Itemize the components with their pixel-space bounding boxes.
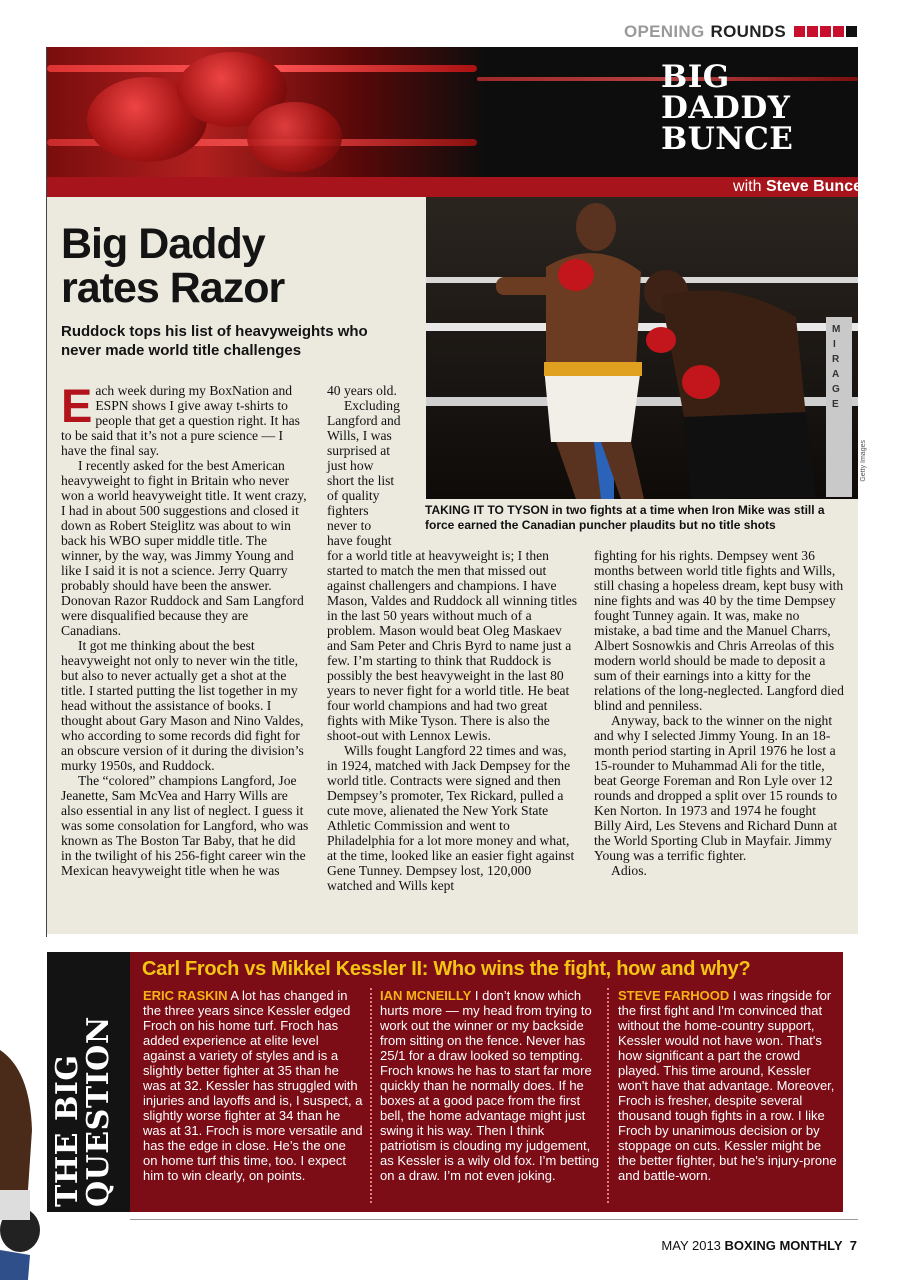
column-title-line: DADDY [661,90,791,126]
body-line: just how [327,458,374,473]
square-marker [833,26,844,37]
big-question-label-line: THE BIG [50,1054,85,1207]
body-paragraph: Anyway, back to the winner on the night and why I selected Jimmy Young. In an 18-month period starting in April 1976 he lost a 15-rounder to Muhammad Ali for the title, beat George Foreman and Ron Lyle over 12 rounds and dropped a split over 15 rounds to Ken Norton. In 1973 and 1974 he fought Billy Aird, Les Stevens and Richard Dunn at the World Sporting Club in Mayfair. Jimmy Young was a terrific fighter. [594,713,838,863]
section-tag [624,22,857,42]
body-line: have fought [327,533,392,548]
article-column-1 [61,379,309,878]
big-question-label-line: QUESTION [81,1016,116,1207]
banner-gloves-image [47,47,487,179]
body-paragraph [61,379,309,458]
svg-text:E: E [832,399,839,410]
column-title-line: BUNCE [661,121,794,157]
fight-photo-illustration [426,197,858,499]
drop-cap: E [61,379,93,432]
photo-caption: TAKING IT TO TYSON in two fights at a time when Iron Mike was still a force earned the Canadian puncher plaudits but no title shots [425,503,825,532]
square-marker [807,26,818,37]
body-paragraph: Adios. [611,863,647,878]
column-banner [47,47,858,179]
column-title-line: BIG [661,59,730,95]
body-line: never to [327,518,372,533]
answer-column [380,988,600,1183]
article-column-2 [327,548,578,893]
svg-text:G: G [832,384,840,395]
body-paragraph: The “colored” champions Langford, Joe Jeanette, Sam McVea and Harry Wills are also essential in any list of neglect. I guess it was some consolation for Langford, who was known as The Boston Tar Baby, that he did in the twilight of his 256-fight career win the Mexican heavyweight title when he was [61,773,309,878]
body-line: of quality [327,488,380,503]
answer-author: IAN MCNEILLY [380,988,472,1003]
page-footer [661,1238,857,1253]
byline-prefix: with [733,178,762,195]
column-title [661,59,794,157]
boxing-glove-image [247,102,342,172]
body-line: fighters [327,503,369,518]
answer-separator [607,988,609,1203]
body-line: Excluding [344,398,400,413]
answer-author: ERIC RASKIN [143,988,228,1003]
answer-column [618,988,838,1183]
section-word-rounds: ROUNDS [710,22,786,41]
footer-date: MAY 2013 [661,1238,721,1253]
body-line: 40 years old. [327,383,397,398]
svg-text:A: A [832,369,840,380]
svg-text:M: M [832,324,841,335]
byline [733,177,862,197]
answer-separator [370,988,372,1203]
answer-author: STEVE FARHOOD [618,988,730,1003]
section-word-opening: OPENING [624,22,705,41]
body-line: Wills, I was [327,428,392,443]
article-headline [61,222,284,310]
body-line: Langford and [327,413,401,428]
answer-text: I was ringside for the first fight and I'm convinced that without the home-country support, Kessler would not have won. That's how significant a part the crowd played. This time around, Kessler won't have that advantage. Moreover, Froch is fresher, despite several thousand tough fights in a row. I like Froch by unanimous decision or by stoppage on cuts. Kessler might be the better fighter, but he's injury-prone and battle-worn. [618,988,837,1183]
square-marker [820,26,831,37]
bottom-rule [130,1219,858,1220]
fight-photo [426,197,858,499]
body-paragraph: fighting for his rights. Dempsey went 36 months between world title fights and Wills, still chasing a hopeless dream, kept busy with nine fights and was 40 by the time Dempsey fought Tunney again. It was, make no mistake, a bad time and the Manuel Charrs, Albert Sosnowkis and Chris Arreolas of this modern world should be made to deposit a sum of their earnings into a kitty for the relations of the long-neglected. Langford died blind and penniless. [594,548,844,713]
article-column-3 [594,548,845,878]
square-marker [794,26,805,37]
headline-line: Big Daddy [61,220,265,268]
body-paragraph: for a world title at heavyweight is; I then started to match the men that missed out against challengers and champions. I have Mason, Valdes and Ruddock all winning titles in the last 50 years without much of a problem. Mason would beat Oleg Maskaev and Sam Peter and Chris Byrd to name just a few. I’m starting to think that Ruddock is possibly the best heavyweight in the last 80 years to never fight for a world title. He beat four world champions and had two great fights with Mike Tyson. There is also the shoot-out with Lennox Lewis. [327,548,578,743]
boxer-edge-illustration [0,1040,42,1280]
body-text: ach week during my BoxNation and ESPN shows I give away t-shirts to people that get a question right. It has to be said that it’s not a pure science — I have the final say. [61,383,300,458]
body-paragraph: It got me thinking about the best heavyweight not only to never win the title, but also to never actually get a shot at the title. I started putting the list together in my head without the assistance of books. I thought about Gary Mason and Nino Valdes, who according to some records did fight for an obscure version of it during the division’s murky 1950s, and Ruddock. [61,638,304,773]
svg-text:I: I [833,339,836,350]
page-number: 7 [849,1238,857,1253]
section-color-squares [792,22,857,42]
body-line: short the list [327,473,395,488]
byline-author: Steve Bunce [765,178,862,195]
footer-magazine: BOXING MONTHLY [724,1238,843,1253]
headline-line: rates Razor [61,264,285,312]
answer-text: I don’t know which hurts more — my head from trying to work out the winner or my backside from sitting on the fence. Never has 25/1 for a draw looked so tempting. Froch knows he has to start far more quickly than he normally does. If he boxes at a good pace from the first bell, the home advantage might just swing it his way. Then I think patriotism is clouding my judgement, as Kessler is a wily old fox. I’m betting on a draw. I’m not even joking. [380,988,599,1183]
answer-column [143,988,363,1183]
body-paragraph: Wills fought Langford 22 times and was, in 1924, matched with Jack Dempsey for the world title. Contracts were signed and then Dempsey’s promoter, Tex Rickard, pulled a cute move, alienated the New York State Athletic Commission and went to Philadelphia for a lot more money and what, at the time, looked like an easier fight against Gene Tunney. Dempsey lost, 120,000 watched and Wills kept [327,743,575,893]
article-deck: Ruddock tops his list of heavyweights who never made world title challenges [61,323,368,359]
photo-credit: Getty Images [860,440,867,482]
boxer-edge-image [0,1040,42,1280]
body-line: surprised at [327,443,391,458]
square-marker [846,26,857,37]
big-question-title: Carl Froch vs Mikkel Kessler II: Who wins the fight, how and why? [142,958,751,980]
svg-text:R: R [832,354,840,365]
article-column-2-narrow [327,383,422,548]
body-paragraph: I recently asked for the best American heavyweight to fight in Britain who never won a world heavyweight title. It went crazy, I had in about 500 suggestions and closed it down as Robert Steiglitz was about to win back his WBO super middle title. The winner, by the way, was Jimmy Young and like I said it is not a science. Jerry Quarry probably should have been the answer. Donovan Razor Ruddock and Sam Langford were disqualified because they are Canadians. [61,458,307,638]
big-question-label [52,1016,114,1207]
answer-text: A lot has changed in the three years since Kessler edged Froch on his home turf. Froch has added experience at elite level against a variety of styles and is a slightly better fighter at 35 than he was at 32. Kessler has struggled with injuries and layoffs and is, I suspect, a slightly worse fighter at 34 than he was at 31. Froch is more versatile and has the edge in close. He’s the one on home turf this time, too. I expect him to win clearly, on points. [143,988,363,1183]
